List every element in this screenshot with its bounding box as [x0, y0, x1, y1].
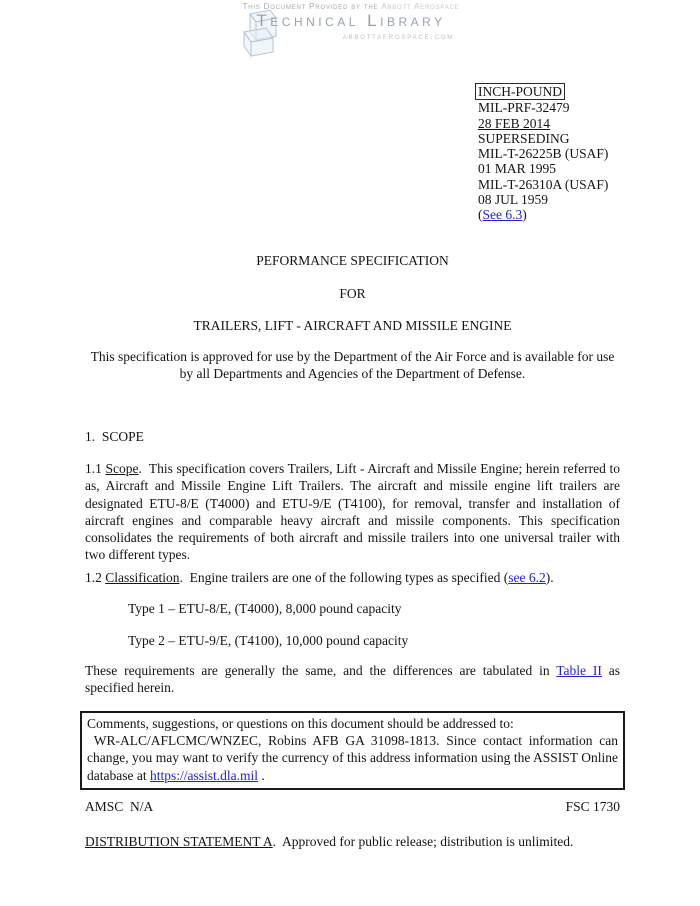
banner-provided-by-prefix: This Document Provided by the: [242, 2, 379, 11]
superseded-doc-1: MIL-T-26225B (USAF): [478, 146, 609, 162]
banner-provided-by: [230, 2, 472, 11]
comments-body-text: WR-ALC/AFLCMC/WNZEC, Robins AFB GA 31098-1813. Since contact information can change, you may want to verify the currency of this address information using the ASSIST Online database at: [87, 733, 618, 783]
superseded-date-2: 08 JUL 1959: [478, 192, 548, 208]
comments-box: [80, 711, 625, 790]
banner-library-title: Technical Library: [256, 11, 446, 30]
banner-website: abbottaerospace.com: [342, 31, 454, 41]
doc-date: 28 FEB 2014: [478, 115, 551, 131]
distribution-label: DISTRIBUTION STATEMENT A: [85, 834, 273, 849]
superseding-label: SUPERSEDING: [478, 130, 570, 146]
type-2-item: Type 2 – ETU-9/E, (T4100), 10,000 pound capacity: [128, 633, 409, 648]
amsc-code: AMSC N/A: [85, 799, 154, 814]
comments-body-end: .: [257, 767, 265, 783]
approval-statement: This specification is approved for use by the Department of the Air Force and is available for use by all Departments and Agencies of the Department of Defense.: [90, 349, 615, 381]
requirements-note-end: as specified herein.: [85, 663, 620, 696]
see-6-3-line: [478, 207, 608, 222]
superseded-doc-2: MIL-T-26310A (USAF): [478, 176, 609, 192]
inch-pound-badge: INCH-POUND: [475, 83, 565, 100]
distribution-text: . Approved for public release; distribution is unlimited.: [272, 834, 574, 849]
superseded-date-1: 01 MAR 1995: [478, 161, 557, 177]
spec-type-title: PEFORMANCE SPECIFICATION: [256, 253, 449, 268]
para-1-2-label: Classification: [105, 570, 180, 585]
comments-body: [87, 732, 618, 784]
amsc-fsc-row: [85, 799, 620, 815]
assist-dla-link[interactable]: https://assist.dla.mil: [149, 767, 258, 783]
para-1-1-text: . This specification covers Trailers, Lift - Aircraft and Missile Engine; herein referred to as, Aircraft and Missile Engine Lift Trailers. The aircraft and missile engine lift trailers are designated ETU-8/E (T4000) and ETU-9/E (T4100), for removal, transfer and installation of aircraft engines and comparable heavy aircraft and missile components. This specification consolidates the requirements of both aircraft and missile trailers into one universal trailer with two different types.: [85, 461, 620, 563]
banner-brand: Abbott Aerospace: [381, 2, 460, 11]
comments-line-1: Comments, suggestions, or questions on this document should be addressed to:: [87, 716, 514, 731]
fsc-code: FSC 1730: [565, 799, 620, 814]
library-banner: [0, 0, 700, 60]
requirements-note: [85, 662, 620, 697]
scope-heading: 1. SCOPE: [85, 429, 144, 444]
document-title: TRAILERS, LIFT - AIRCRAFT AND MISSILE ENGINE: [193, 318, 512, 333]
paragraph-1-2: [85, 570, 620, 586]
para-1-1-label: Scope: [105, 461, 139, 476]
para-1-2-end: ).: [545, 570, 554, 585]
paragraph-1-1: [85, 460, 620, 564]
para-1-1-number: 1.1: [85, 461, 106, 476]
doc-number: MIL-PRF-32479: [478, 100, 570, 116]
see-6-3-link[interactable]: See 6.3: [482, 207, 523, 223]
para-1-2-text: . Engine trailers are one of the following types as specified (: [179, 570, 509, 585]
paren-close: ): [522, 207, 527, 223]
requirements-note-text: These requirements are generally the same, and the differences are tabulated in: [85, 663, 557, 678]
table-ii-link[interactable]: Table II: [556, 663, 602, 678]
paren-open: (: [478, 207, 483, 223]
distribution-statement: [85, 834, 620, 850]
banner-text: [230, 2, 472, 41]
para-1-2-number: 1.2: [85, 570, 106, 585]
see-6-2-link[interactable]: see 6.2: [508, 570, 546, 585]
type-1-item: Type 1 – ETU-8/E, (T4000), 8,000 pound capacity: [128, 601, 402, 616]
for-word: FOR: [339, 286, 366, 301]
document-id-block: [478, 83, 608, 223]
